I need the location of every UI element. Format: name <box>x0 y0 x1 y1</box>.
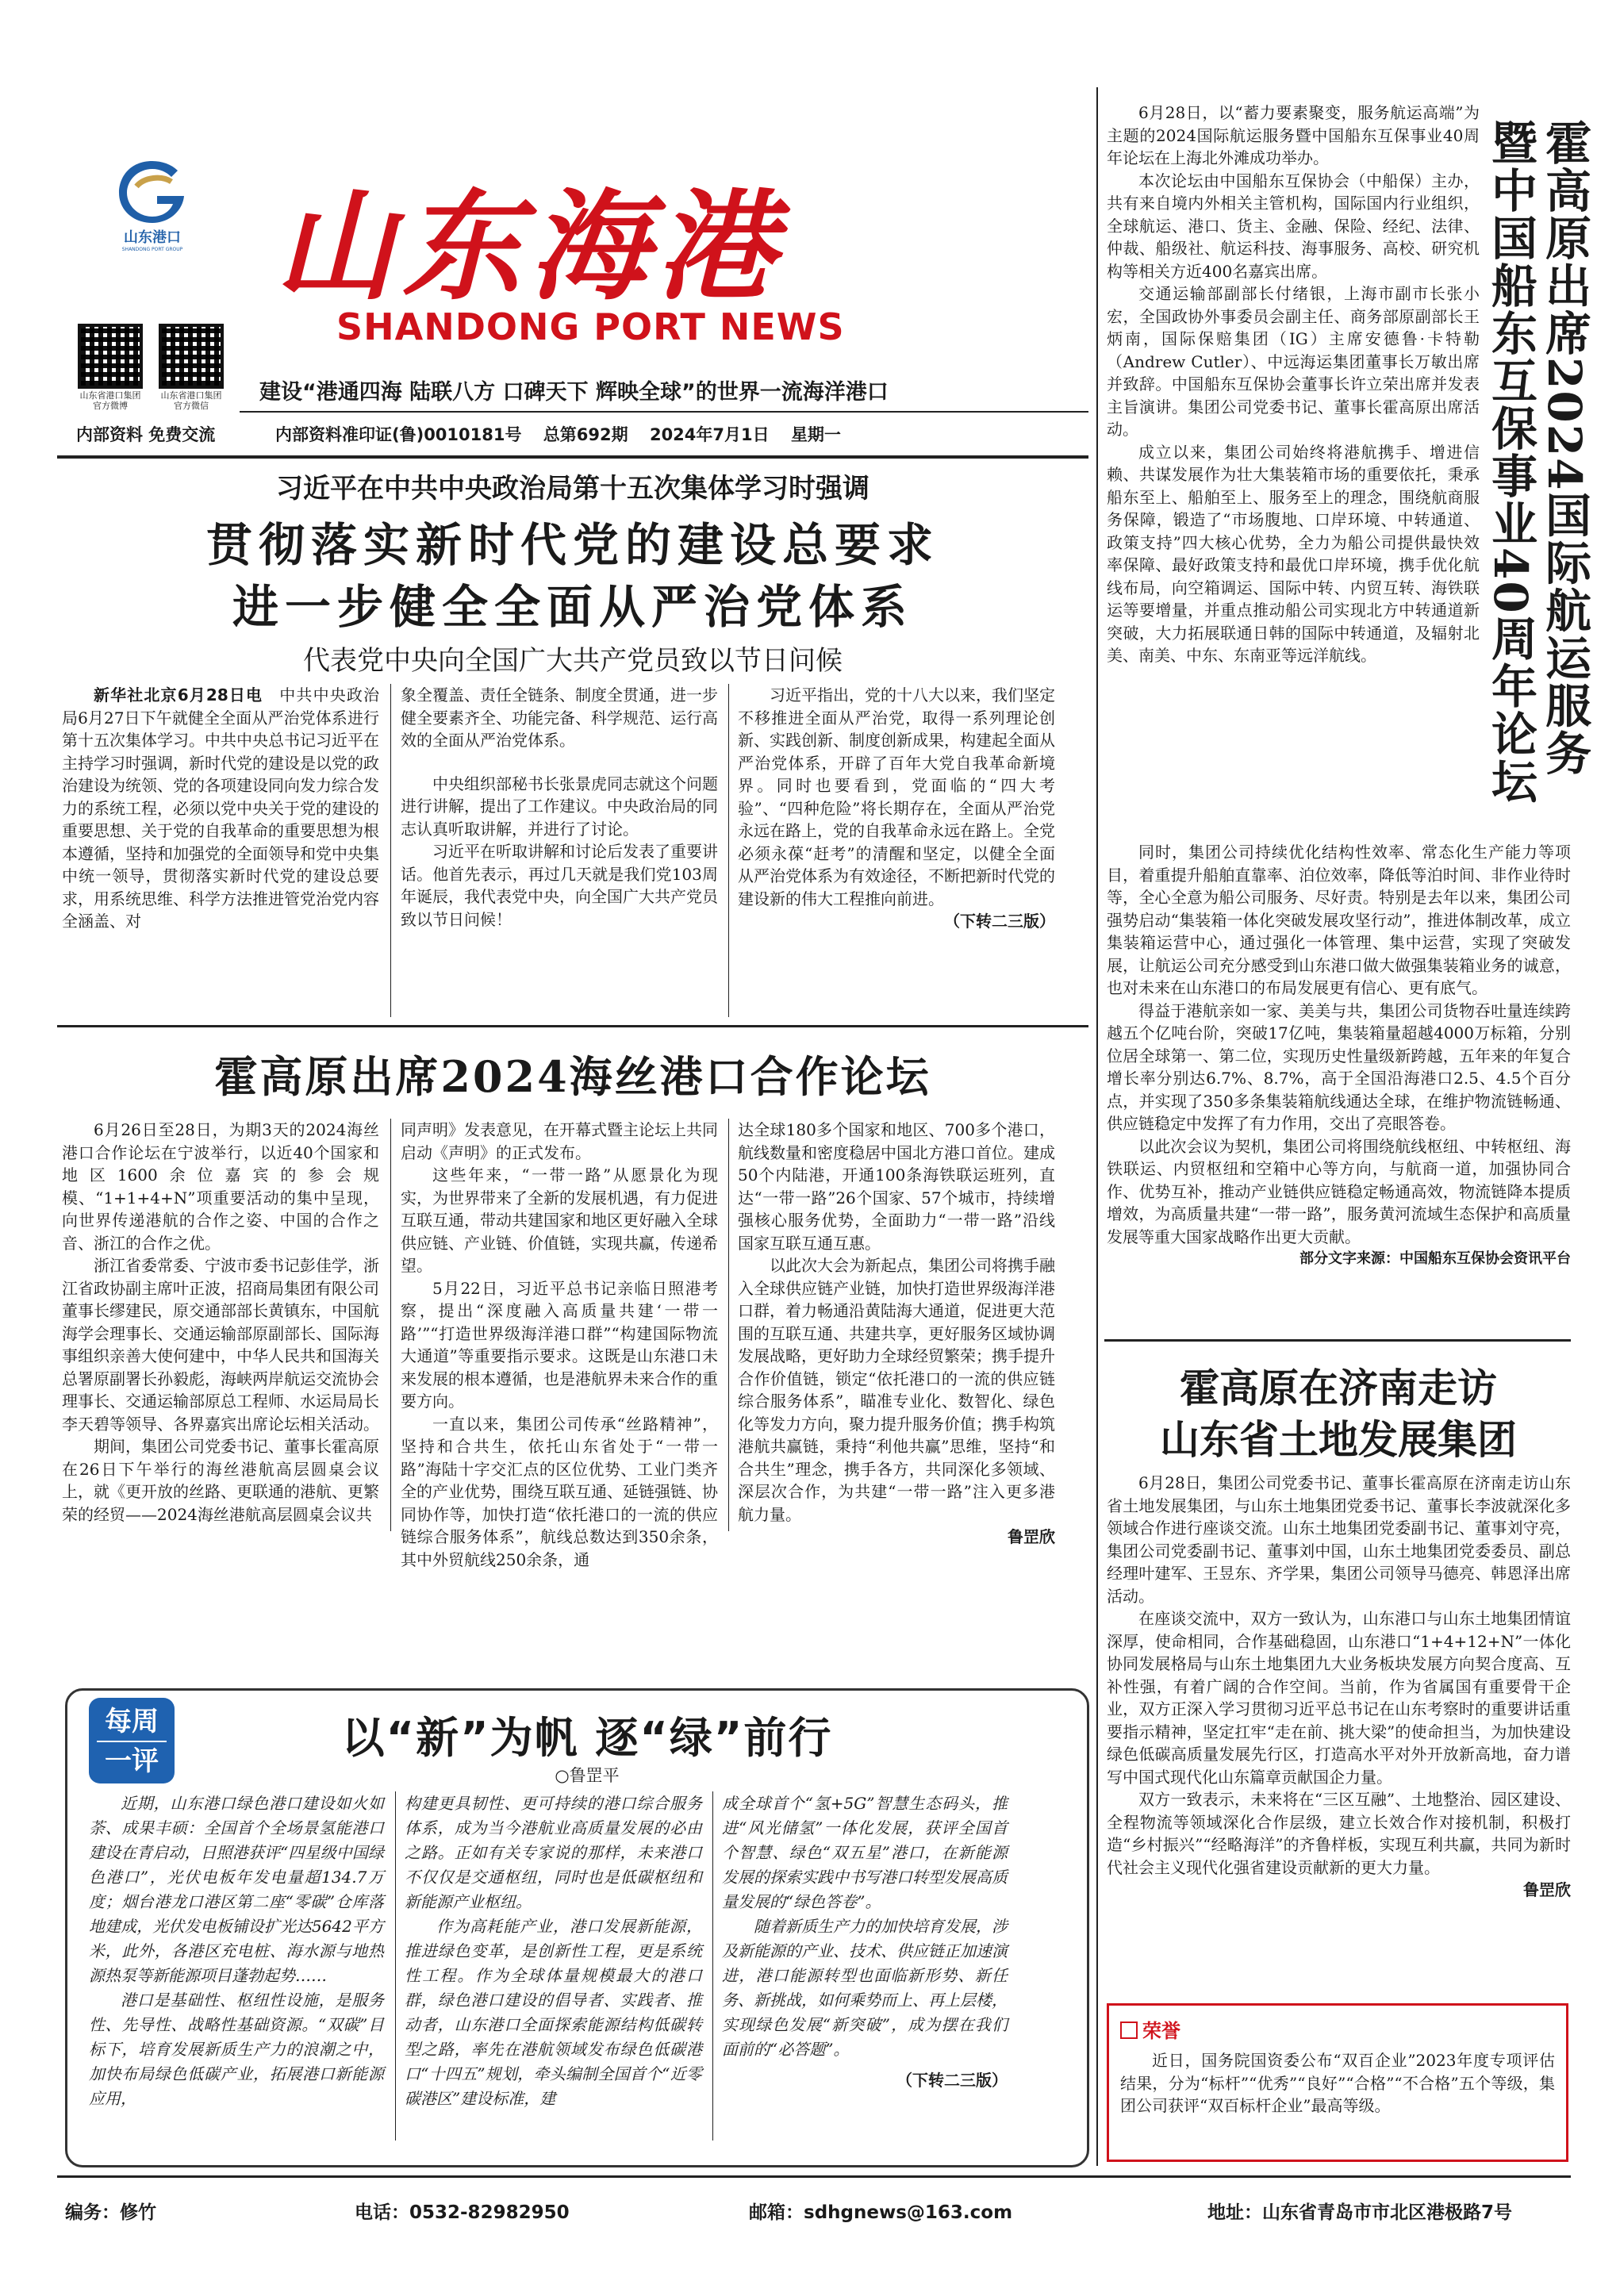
right2-p3: 双方一致表示，未来将在“三区互融”、土地整治、园区建设、全程物流等领域深化合作层级，建立长效合作对接机制，积极打造“乡村振兴”“经略海洋”的齐鲁样板，实现互利共赢，共同为新时代社会主义现代化强省建设贡献新的更大力量。 <box>1107 1790 1571 1877</box>
lead-col2-p1: 象全覆盖、责任全链条、制度全贯通，进一步健全要素齐全、功能完备、科学规范、运行高效的全面从严治党体系。 <box>401 685 718 750</box>
article2-col2-p2: 这些年来，“一带一路”从愿景化为现实，为世界带来了全新的发展机遇，有力促进互联互通，带动共建国家和地区更好融入全球供应链、产业链、价值链，实现共赢，传递希望。 <box>401 1165 718 1275</box>
logo-subtext: SHANDONG PORT GROUP <box>121 247 183 252</box>
footer-editor: 编务：修竹 <box>65 2202 156 2223</box>
lead-jump: （下转二三版） <box>944 912 1055 931</box>
section-rule <box>1104 1339 1571 1342</box>
article2-col1-p2: 浙江省委常委、宁波市委书记彭佳学，浙江省政协副主席叶正波，招商局集团有限公司董事长缪建民，原交通部部长黄镇东，中国航海学会理事长、交通运输部原副部长、国际海事组织亲善大使何建中，中华人民共和国海关总署原副署长孙毅彪，海峡两岸航运交流协会理事长、交通运输部原总工程师、水运局局长李天碧等领导、各界嘉宾出席论坛相关活动。 <box>62 1256 379 1434</box>
newspaper-title: 山东海港 <box>275 177 784 317</box>
qr-wechat[interactable] <box>159 324 224 411</box>
right1-p3: 交通运输部副部长付绪银，上海市副市长张小宏，全国政协外事委员会副主任、商务部原副部长王炳南，国际保赔集团（IG）主席安德鲁·卡特勒（Andrew Cutler）、中远海运集团董事长万敏出席并致辞。中国船东互保协会董事长许立荣出席并发表主旨演讲。集团公司党委书记、董事长霍高原出席活动。 <box>1107 284 1480 439</box>
lead-subhead: 代表党中央向全国广大共产党员致以节日问候 <box>303 645 843 677</box>
port-logo <box>113 155 192 252</box>
masthead <box>57 32 1088 472</box>
weekly-col2-p1: 构建更具韧性、更可持续的港口综合服务体系，成为当今港航业高质量发展的必由之路。正如有关专家说的那样，未来港口不仅仅是交通枢纽，同时也是低碳枢纽和新能源产业枢纽。 <box>405 1794 702 1911</box>
weekly-col-1 <box>89 1791 384 2111</box>
newspaper-subtitle: SHANDONG PORT NEWS <box>336 305 845 348</box>
right1-p1: 6月28日，以“蓄力要素聚变，服务航运高端”为主题的2024国际航运服务暨中国船东互保事业40周年论坛在上海北外滩成功举办。 <box>1107 103 1480 167</box>
article2-col2-p3: 5月22日，习近平总书记亲临日照港考察，提出“深度融入高质量共建‘一带一路’”“打造世界级海洋港口群”“构建国际物流大通道”等重要指示要求。这既是山东港口未来发展的根本遵循，也是港航界未来合作的重要方向。 <box>401 1278 718 1411</box>
article2-col3-p1: 达全球180多个国家和地区、700多个港口，航线数量和密度稳居中国北方港口首位。建成50个内陆港，开通100条海铁联运班列，直达“一带一路”26个国家、57个城市，持续增强核心服务优势，全面助力“一带一路”沿线国家互联互通互惠。 <box>738 1120 1055 1253</box>
lead-kicker: 习近平在中共中央政治局第十五次集体学习时强调 <box>276 473 870 505</box>
slogan: 建设“港通四海 陆联八方 口碑天下 辉映全球”的世界一流海洋港口 <box>259 380 889 405</box>
issue-date: 2024年7月1日 <box>649 425 770 444</box>
weekly-headline: 以“新”为帆 逐“绿”前行 <box>341 1713 833 1763</box>
right1-p4: 成立以来，集团公司始终将港航携手、增进信赖、共谋发展作为壮大集装箱市场的重要依托，秉承船东至上、船舶至上、服务至上的理念，围绕航商服务保障，锻造了“市场腹地、口岸环境、中转通道、政策支持”四大核心优势，全力为船公司提供最快效率保障、最好政策支持和最优口岸环境，携手优化航线布局，向空箱调运、国际中转、内贸互转、海铁联运等要增量，并重点推动船公司实现北方中转通道新突破，大力拓展联通日韩的国际中转通道，及辐射北美、南美、中东、东南亚等远洋航线。 <box>1107 442 1480 665</box>
honor-paragraph: 近日，国务院国资委公布“双百企业”2023年度专项评估结果，分为“标杆”“优秀”“良好”“合格”“不合格”五个等级，集团公司获评“双百标杆企业”最高等级。 <box>1120 2051 1555 2115</box>
weekly-col1-p2: 港口是基础性、枢纽性设施，是服务性、先导性、战略性基础资源。“双碳”目标下，培育发展新质生产力的浪潮之中，加快布局绿色低碳产业，拓展港口新能源应用， <box>89 1991 384 2108</box>
right1-vertical-headline <box>1484 119 1591 833</box>
square-icon <box>1120 2021 1138 2039</box>
masthead-divider <box>240 411 1088 413</box>
qr-weibo[interactable] <box>78 324 143 411</box>
col-divider <box>390 1119 391 1531</box>
weekly-badge-line2: 一评 <box>97 1741 167 1780</box>
right2-p2: 在座谈交流中，双方一致认为，山东港口与山东土地集团情谊深厚，使命相同，合作基础稳固，山东港口“1+4+12+N”一体化协同发展格局与山东土地集团九大业务板块发展方向契合度高、互补性强，有着广阔的合作空间。当前，作为省属国有重要骨干企业，双方正深入学习贯彻习近平总书记在山东考察时的重要讲话重要指示精神，坚定扛牢“走在前、挑大梁”的使命担当，为加快建设绿色低碳高质量发展先行区，打造高水平对外开放新高地，奋力谱写中国式现代化山东篇章贡献国企力量。 <box>1107 1609 1571 1787</box>
right2-body <box>1107 1472 1571 1902</box>
qr-code-icon <box>78 324 143 389</box>
right2-p1: 6月28日，集团公司党委书记、董事长霍高原在济南走访山东省土地发展集团，与山东土地集团党委书记、董事长李波就深化多领域合作进行座谈交流。山东土地集团党委副书记、董事刘守亮，集团公司党委副书记、董事刘中国，山东土地集团党委委员、副总经理叶建军、王昱东、齐学果，集团公司领导马德亮、韩恩泽出席活动。 <box>1107 1473 1571 1606</box>
article2-col2-p1: 同声明》发表意见，在开幕式暨主论坛上共同启动《声明》的正式发布。 <box>401 1120 718 1162</box>
right2-headline-1: 霍高原在济南走访 <box>1180 1365 1497 1411</box>
lead-col1-text: 中共中央政治局6月27日下午就健全全面从严治党体系进行第十五次集体学习。中共中央总书记习近平在主持学习时强调，新时代党的建设是以党的政治建设为统领、党的各项建设同向发力综合发力的系统工程，必须以党中央关于党的建设的重要思想、关于党的自我革命的重要思想为根本遵循，坚持和加强党的全面领导和党中央集中统一领导，贯彻落实新时代党的建设总要求，用系统思维、科学方法推进管党治党内容全涵盖、对 <box>62 685 379 931</box>
weekly-badge <box>89 1698 175 1783</box>
right1-p5: 同时，集团公司持续优化结构性效率、常态化生产能力等项目，着重提升船舶直靠率、泊位效率，降低等泊时间、非作业待时等，全心全意为船公司服务、尽好责。特别是去年以来，集团公司强势启动“集装箱一体化突破发展攻坚行动”，推进体制改革，成立集装箱运营中心，通过强化一体管理、集中运营，实现了突破发展，让航运公司充分感受到山东港口做大做强集装箱业务的诚意，也对未来在山东港口的布局发展更有信心、更有底气。 <box>1107 843 1571 997</box>
weekly-col3-p2: 随着新质生产力的加快培育发展，涉及新能源的产业、技术、供应链正加速演进，港口能源转型也面临新形势、新任务、新挑战，如何乘势而上、再上层楼，实现绿色发展“新突破”，成为摆在我们面前的“必答题”。 <box>722 1917 1008 2059</box>
issue-line <box>275 422 841 446</box>
right2-byline: 鲁罡欣 <box>1523 1880 1571 1899</box>
weekly-jump: （下转二三版） <box>896 2071 1008 2090</box>
weekly-col-2 <box>405 1791 702 2111</box>
footer-address: 地址：山东省青岛市市北区港极路7号 <box>1207 2202 1513 2223</box>
col-divider <box>728 684 729 1017</box>
masthead-bottom-rule <box>57 455 1088 459</box>
right1-title-line1: 霍高原出席2024国际航运服务 <box>1537 119 1591 777</box>
lead-dateline: 新华社北京6月28日电 <box>94 685 263 705</box>
issue-weekday: 星期一 <box>790 425 841 444</box>
right1-wide-col <box>1107 841 1571 1271</box>
weekly-col2-p2: 作为高耗能产业，港口发展新能源，推进绿色变革，是创新性工程，更是系统性工程。作为全球体量规模最大的港口群，绿色港口建设的倡导者、实践者、推动者，山东港口全面探索能源结构低碳转型之路，率先在港航领域发布绿色低碳港口“十四五”规划，牵头编制全国首个“近零碳港区”建设标准，建 <box>405 1917 702 2108</box>
right1-title-line2: 暨中国船东互保事业40周年论坛 <box>1484 119 1537 805</box>
lead-headline-1: 贯彻落实新时代党的建设总要求 <box>205 518 939 572</box>
internal-note: 内部资料 免费交流 <box>76 425 216 444</box>
col-divider <box>712 1791 713 2141</box>
right1-p6: 得益于港航亲如一家、美美与共，集团公司货物吞吐量连续跨越五个亿吨台阶，突破17亿吨，集装箱量超越4000万标箱，分别位居全球第一、第二位，实现历史性量级新跨越，五年来的年复合增长率分别达6.7%、8.7%，高于全国沿海港口2.5、4.5个百分点，并实现了350多条集装箱航线通达全球，在维护物流链畅通、供应链稳定中发挥了有力作用，交出了亮眼答卷。 <box>1107 1000 1571 1133</box>
col-divider <box>728 1119 729 1531</box>
article2-col-3 <box>738 1119 1055 1549</box>
right1-narrow-col <box>1107 102 1480 667</box>
right1-p7: 以此次会议为契机，集团公司将围绕航线枢纽、中转枢纽、海铁联运、内贸枢纽和空箱中心等方向，与航商一道，加强协同合作、优势互补，推动产业链供应链稳定畅通高效，物流链降本提质增效，为高质量共建“一带一路”，服务黄河流域生态保护和高质量发展等重大国家战略作出更大贡献。 <box>1107 1136 1571 1246</box>
weekly-byline: ○鲁罡平 <box>555 1766 620 1785</box>
article2-col-1 <box>62 1119 379 1526</box>
lead-col-3 <box>738 684 1055 933</box>
honor-title-text: 荣誉 <box>1142 2020 1180 2042</box>
article2-col-2 <box>401 1119 718 1571</box>
weekly-col-3 <box>722 1791 1008 2093</box>
footer-rule <box>57 2175 1571 2178</box>
qr-weibo-label: 山东省港口集团官方微博 <box>79 390 141 411</box>
permit: 内部资料准印证(鲁)0010181号 <box>275 425 522 444</box>
right1-source: 部分文字来源：中国船东互保协会资讯平台 <box>1299 1250 1571 1267</box>
lead-headline-2: 进一步健全全面从严治党体系 <box>232 580 913 634</box>
right-col-divider <box>1096 87 1098 2166</box>
right2-headline-2: 山东省土地发展集团 <box>1160 1416 1517 1463</box>
logo-text: 山东港口 <box>124 229 181 246</box>
col-divider <box>395 1791 396 2141</box>
weekly-col3-p1: 成全球首个“氢+5G”智慧生态码头，推进“风光储氢”一体化发展，获评全国首个智慧、绿色“双五星”港口，在新能源发展的探索实践中书写港口转型发展高质量发展的“绿色答卷”。 <box>722 1794 1008 1911</box>
article2-col2-p4: 一直以来，集团公司传承“丝路精神”，坚持和合共生，依托山东省处于“一带一路”海陆十字交汇点的区位优势、工业门类齐全的产业优势，围绕互联互通、延链强链、协同协作等，加快打造“依托港口的一流的供应链综合服务体系”，航线总数达到350余条，其中外贸航线250余条，通 <box>401 1414 718 1569</box>
article2-col3-p2: 以此次大会为新起点，集团公司将携手融入全球供应链产业链，加快打造世界级海洋港口群，着力畅通沿黄陆海大通道，促进更大范围的互联互通、共建共享，更好服务区域协调发展战略，更好助力全球经贸繁荣；携手提升合作价值链，锁定“依托港口的一流的供应链综合服务体系”，瞄准专业化、数智化、绿色化等发力方向，聚力提升服务价值；携手构筑港航共赢链，秉持“利他共赢”思维，坚持“和合共生”理念，携手各方，共同深化多领域、深层次合作，为共建“一带一路”注入更多港航力量。 <box>738 1256 1055 1524</box>
qr-code-icon <box>159 324 224 389</box>
lead-col3-text: 习近平指出，党的十八大以来，我们坚定不移推进全面从严治党，取得一系列理论创新、实践创新、制度创新成果，构建起全面从严治党体系，开辟了百年大党自我革命新境界。同时也要看到，党面临的“四大考验”、“四种危险”将长期存在，全面从严治党永远在路上，党的自我革命永远在路上。全党必须永葆“赶考”的清醒和坚定，以健全全面从严治党体系为有效途径，不断把新时代党的建设新的伟大工程推向前进。 <box>738 685 1055 908</box>
footer-email[interactable]: 邮箱：sdhgnews@163.com <box>749 2202 1013 2223</box>
honor-text <box>1120 2049 1555 2117</box>
article2-headline: 霍高原出席2024海丝港口合作论坛 <box>214 1051 931 1102</box>
honor-title <box>1120 2015 1555 2043</box>
lead-col2-p2: 中央组织部秘书长张景虎同志就这个问题进行讲解，提出了工作建议。中央政治局的同志认真听取讲解，并进行了讨论。 <box>401 774 718 839</box>
right1-p2: 本次论坛由中国船东互保协会（中船保）主办，共有来自境内外相关主管机构，国际国内行业组织，全球航运、港口、货主、金融、保险、经纪、法律、仲裁、船级社、航运科技、海事服务、高校、研究机构等相关方近400名嘉宾出席。 <box>1107 171 1480 281</box>
port-logo-icon <box>113 155 192 226</box>
weekly-col1-p1: 近期，山东港口绿色港口建设如火如荼、成果丰硕：全国首个全场景氢能港口建设在青启动，日照港获评“四星级中国绿色港口”，光伏电板年发电量超134.7万度；烟台港龙口港区第二座“零碳”仓库落地建成，光伏发电板铺设扩光达5642平方米，此外，各港区充电桩、海水源与地热源热泵等新能源项目蓬勃起势…… <box>89 1794 384 1985</box>
col-divider <box>390 684 391 1017</box>
issue-number: 总第692期 <box>543 425 628 444</box>
honor-box <box>1107 2003 1568 2162</box>
weekly-badge-line1: 每周 <box>105 1706 159 1737</box>
article2-byline: 鲁罡欣 <box>1008 1527 1055 1546</box>
lead-col-2 <box>401 684 718 931</box>
article2-col1-p3: 期间，集团公司党委书记、董事长霍高原在26日下午举行的海丝港航高层圆桌会议上，就《更开放的丝路、更联通的港航、更繁荣的经贸——2024海丝港航高层圆桌会议共 <box>62 1437 379 1524</box>
section-rule <box>57 1025 1088 1027</box>
article2-col1-p1: 6月26日至28日，为期3天的2024海丝港口合作论坛在宁波举行，以近40个国家和地区1600余位嘉宾的参会规模、“1+1+4+N”项重要活动的集中呈现，向世界传递港航的合作之姿、中国的合作之音、浙江的合作之优。 <box>62 1120 379 1253</box>
footer-phone: 电话：0532-82982950 <box>355 2202 570 2223</box>
lead-col-1 <box>62 684 379 933</box>
qr-wechat-label: 山东省港口集团官方微信 <box>160 390 222 411</box>
lead-col2-p3: 习近平在听取讲解和讨论后发表了重要讲话。他首先表示，再过几天就是我们党103周年诞辰，我代表党中央，向全国广大共产党员致以节日问候！ <box>401 842 718 929</box>
